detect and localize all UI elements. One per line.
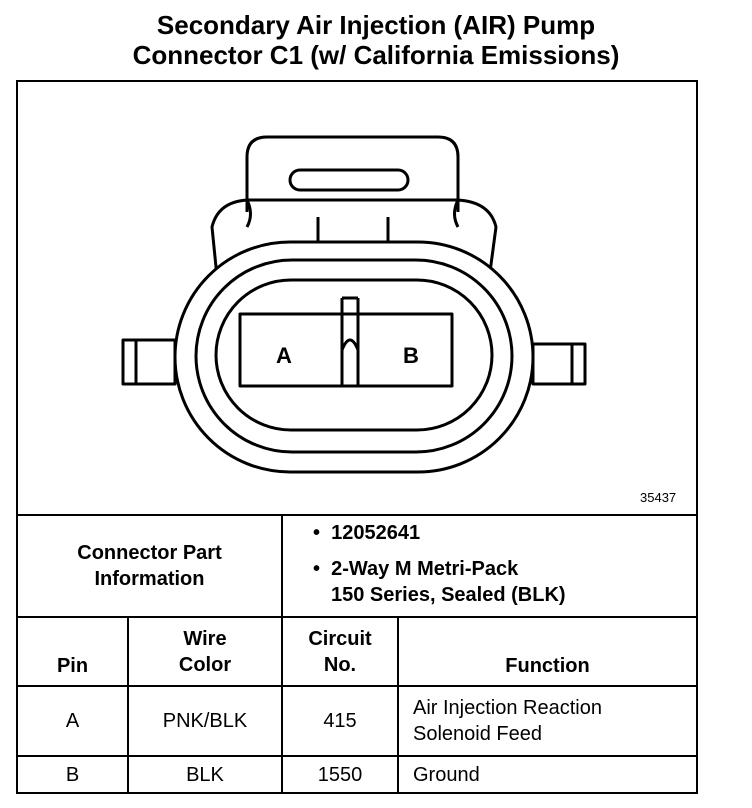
connector-sheet — [16, 80, 698, 794]
row-a-circuit: 415 — [323, 710, 357, 732]
part-number-bullet — [313, 520, 420, 546]
row-b-circuit: 1550 — [317, 763, 363, 786]
part-number: 12052641 — [331, 522, 421, 544]
row-a-function: Air Injection Reaction Solenoid Feed — [413, 697, 602, 745]
bullet: • — [313, 558, 321, 580]
part-description-bullet — [313, 556, 518, 582]
row-a-wire-color: PNK/BLK — [162, 710, 248, 732]
pin-b-label: B — [403, 343, 419, 368]
left-tab — [123, 340, 175, 384]
header-pin: Pin — [56, 655, 89, 677]
part-description: 2-Way M Metri-Pack — [331, 558, 519, 580]
title-line-2: Connector C1 (w/ California Emissions) — [132, 40, 620, 70]
row-b-pin: B — [65, 763, 80, 786]
header-function: Function — [505, 655, 590, 677]
connector-diagram — [18, 82, 696, 514]
header-wire-color: Wire Color — [178, 627, 232, 676]
row-b-function: Ground — [413, 763, 480, 786]
outer-oval — [175, 242, 533, 472]
pin-a-label: A — [276, 343, 292, 368]
row-a-pin: A — [65, 710, 80, 732]
rule — [281, 514, 283, 618]
header-circuit-no: Circuit No. — [308, 627, 372, 676]
part-description-line-2: 150 Series, Sealed (BLK) — [331, 584, 566, 606]
bullet: • — [313, 522, 321, 544]
figure-reference-number: 35437 — [640, 490, 677, 505]
part-info-label: Connector Part Information — [77, 542, 222, 590]
right-tab — [533, 344, 585, 384]
latch-slot — [290, 170, 408, 190]
row-b-wire-color: BLK — [186, 763, 224, 786]
title-line-1: Secondary Air Injection (AIR) Pump — [156, 10, 596, 40]
